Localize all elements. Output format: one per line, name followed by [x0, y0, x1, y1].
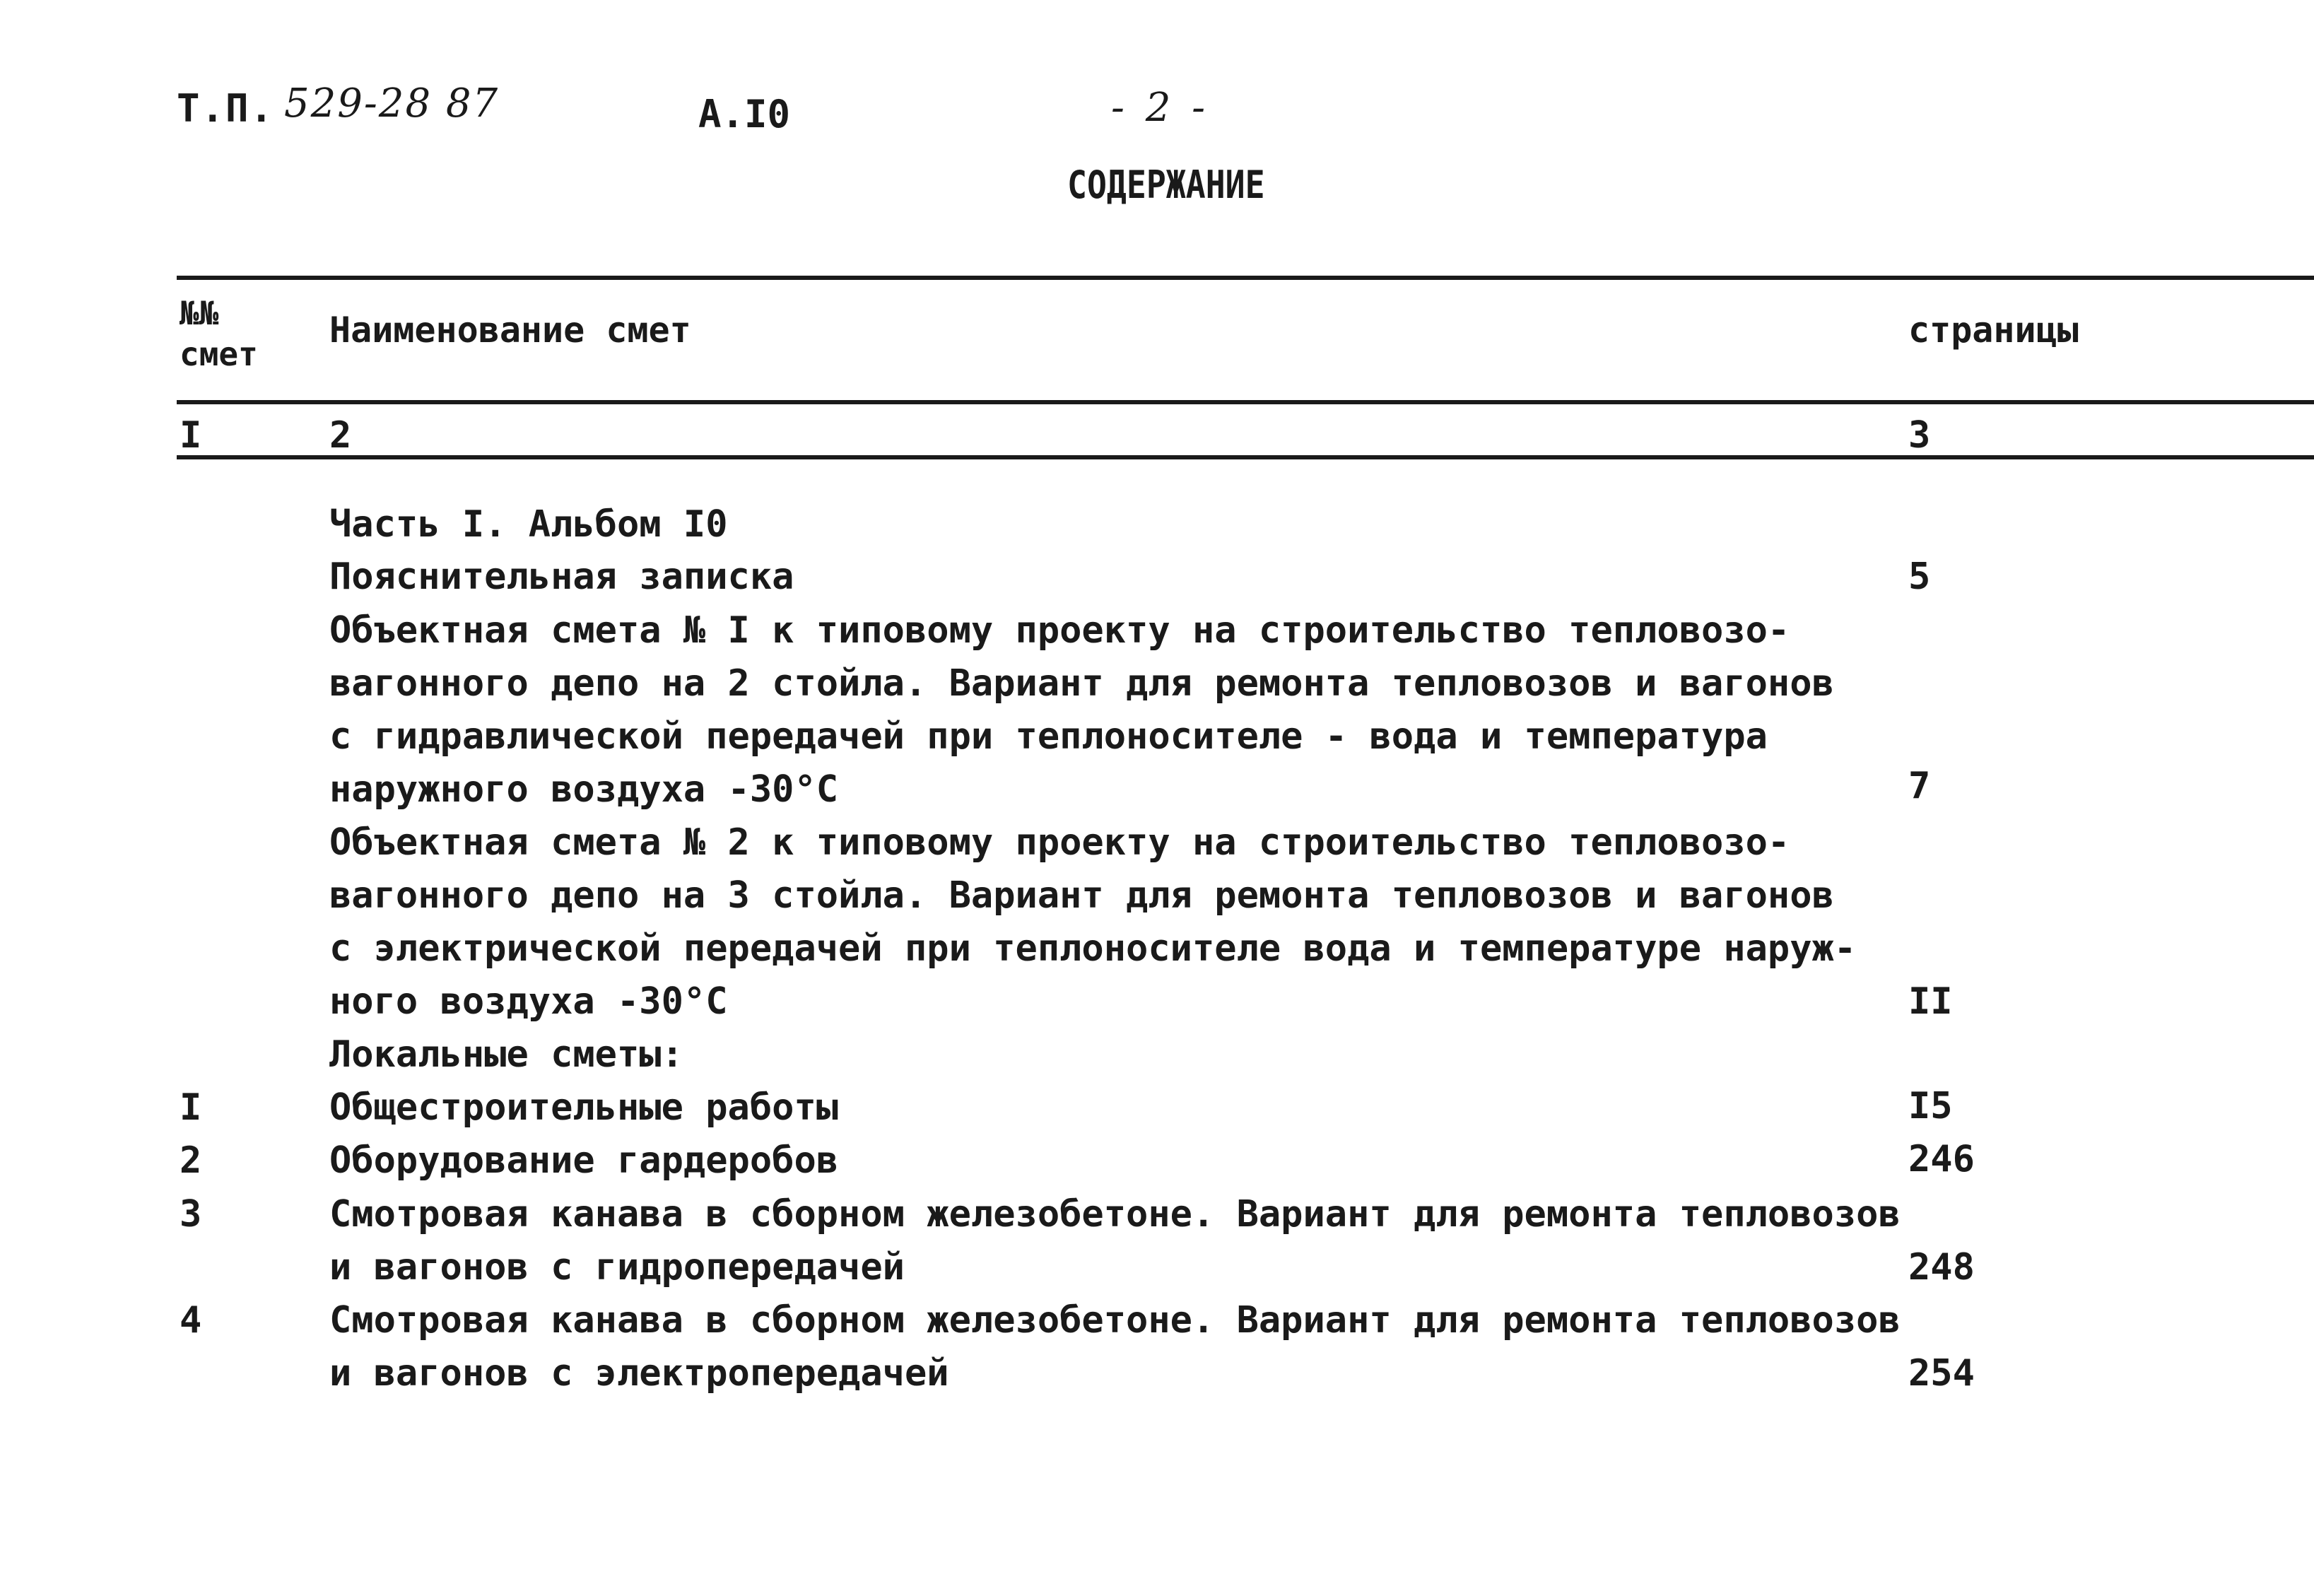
table-colnum-rule [177, 455, 2314, 459]
local-item-4-line1: Смотровая канава в сборном железобетоне. Вариант для ремонта тепловозов [329, 1299, 1901, 1342]
part-heading: Часть I. Альбом I0 [329, 503, 728, 546]
local-item-3-page: 248 [1908, 1246, 1975, 1289]
estimate1-line4: наружного воздуха -30°С [329, 768, 839, 811]
column-header-number-line2: смет [180, 335, 258, 373]
estimate1-line1: Объектная смета № I к типовому проекту на строительство тепловозо- [329, 609, 1790, 652]
local-item-3-line2: и вагонов с гидропередачей [329, 1246, 905, 1289]
table-top-rule [177, 276, 2314, 280]
local-item-1-page: I5 [1908, 1085, 1953, 1127]
local-item-3-line1: Смотровая канава в сборном железобетоне. Вариант для ремонта тепловозов [329, 1193, 1901, 1236]
local-estimates-heading: Локальные сметы: [329, 1033, 683, 1076]
estimate2-page: II [1908, 980, 1953, 1023]
explanatory-note-label: Пояснительная записка [329, 556, 794, 598]
album-label: А.I0 [698, 92, 791, 136]
explanatory-note-page: 5 [1908, 556, 1931, 598]
estimate2-line3: с электрической передачей при теплоносителе вода и температуре наруж- [329, 927, 1857, 970]
local-item-2-line1: Оборудование гардеробов [329, 1139, 839, 1182]
estimate2-line4: ного воздуха -30°С [329, 980, 728, 1023]
column-index-3: 3 [1908, 414, 1931, 457]
table-header-rule [177, 400, 2314, 404]
local-item-2-number: 2 [180, 1139, 202, 1182]
estimate1-line3: с гидравлической передачей при теплоносителе - вода и температура [329, 715, 1768, 758]
local-item-4-page: 254 [1908, 1352, 1975, 1395]
project-number: 529-28 87 [284, 81, 500, 127]
estimate1-page: 7 [1908, 765, 1931, 807]
estimate2-line1: Объектная смета № 2 к типовому проекту на строительство тепловозо- [329, 821, 1790, 864]
column-header-name: Наименование смет [329, 310, 691, 351]
local-item-3-number: 3 [180, 1193, 202, 1236]
local-item-1-number: I [180, 1086, 202, 1129]
estimate2-line2: вагонного депо на 3 стойла. Вариант для ремонта тепловозов и вагонов [329, 874, 1834, 917]
local-item-4-number: 4 [180, 1299, 202, 1342]
page-title: СОДЕРЖАНИЕ [1067, 163, 1265, 207]
local-item-2-page: 246 [1908, 1138, 1975, 1180]
column-index-1: I [180, 414, 202, 457]
page-number: - 2 - [1111, 85, 1210, 131]
local-item-1-line1: Общестроительные работы [329, 1086, 839, 1129]
local-item-4-line2: и вагонов с электропередачей [329, 1352, 949, 1395]
estimate1-line2: вагонного депо на 2 стойла. Вариант для ремонта тепловозов и вагонов [329, 662, 1834, 705]
column-header-number [180, 293, 258, 375]
project-code-label: Т.П. [177, 86, 275, 131]
column-header-number-line1: №№ [180, 294, 219, 332]
column-header-pages: страницы [1908, 310, 2079, 351]
column-index-2: 2 [329, 414, 352, 457]
